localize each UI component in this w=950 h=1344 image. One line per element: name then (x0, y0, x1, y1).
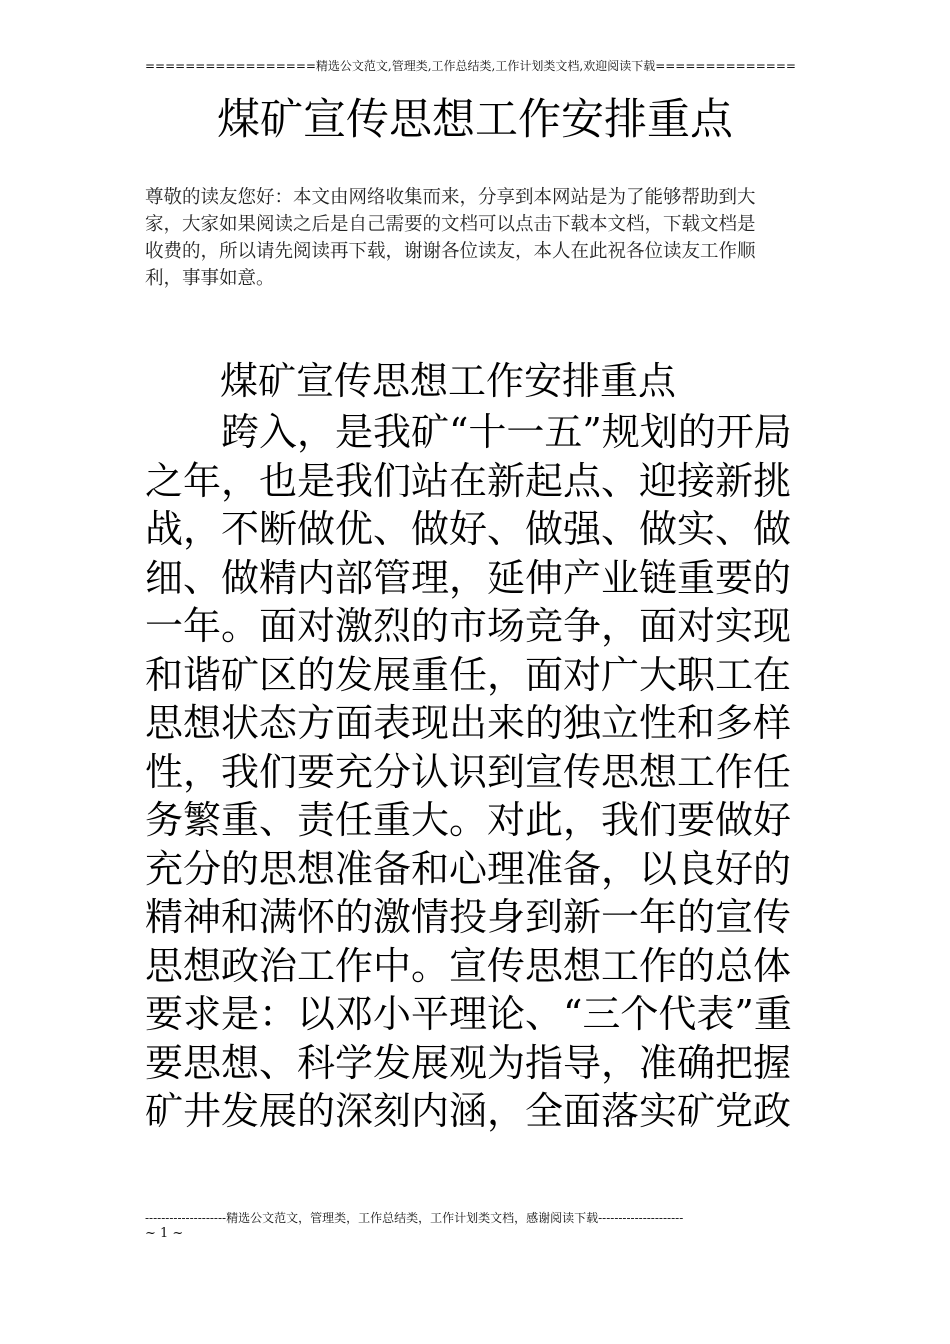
header-banner: =================精选公文范文,管理类,工作总结类,工作计划类文档,欢迎阅读下载============== (145, 59, 796, 73)
body-line: 要求是：以邓小平理论、“三个代表”重 (145, 992, 792, 1036)
body-line: 一年。面对激烈的市场竞争，面对实现 (145, 604, 792, 648)
body-line: 思想状态方面表现出来的独立性和多样 (145, 701, 792, 745)
page-title: 煤矿宣传思想工作安排重点 (217, 95, 733, 145)
notice-line: 收费的，所以请先阅读再下载，谢谢各位读友，本人在此祝各位读友工作顺 (145, 241, 756, 262)
notice-line: 尊敬的读友您好：本文由网络收集而来，分享到本网站是为了能够帮助到大 (145, 187, 756, 208)
body-line: 性，我们要充分认识到宣传思想工作任 (145, 749, 792, 794)
body-line: 要思想、科学发展观为指导，准确把握 (145, 1040, 792, 1085)
notice-line: 利，事事如意。 (145, 268, 275, 289)
reader-notice (145, 184, 807, 292)
body-line: 充分的思想准备和心理准备，以良好的 (145, 846, 792, 891)
footer-banner: --------------------精选公文范文，管理类，工作总结类，工作计划类文档，感谢阅读下载--------------------- (145, 1211, 684, 1225)
body-line: 矿井发展的深刻内涵，全面落实矿党政 (145, 1089, 792, 1133)
body-title: 煤矿宣传思想工作安排重点 (220, 359, 677, 403)
body-line: 精神和满怀的激情投身到新一年的宣传 (145, 895, 792, 939)
body-line: 战，不断做优、做好、做强、做实、做 (145, 507, 792, 551)
body-line: 思想政治工作中。宣传思想工作的总体 (145, 943, 792, 988)
page-number: ~ 1 ~ (145, 1226, 184, 1241)
body-text (145, 408, 825, 1136)
body-line: 之年，也是我们站在新起点、迎接新挑 (145, 458, 792, 503)
body-line: 跨入，是我矿“十一五”规划的开局 (145, 410, 792, 454)
body-line: 细、做精内部管理，延伸产业链重要的 (145, 555, 792, 600)
body-line: 务繁重、责任重大。对此，我们要做好 (145, 798, 792, 842)
notice-line: 家，大家如果阅读之后是自己需要的文档可以点击下载本文档，下载文档是 (145, 214, 756, 235)
body-line: 和谐矿区的发展重任，面对广大职工在 (145, 652, 792, 697)
